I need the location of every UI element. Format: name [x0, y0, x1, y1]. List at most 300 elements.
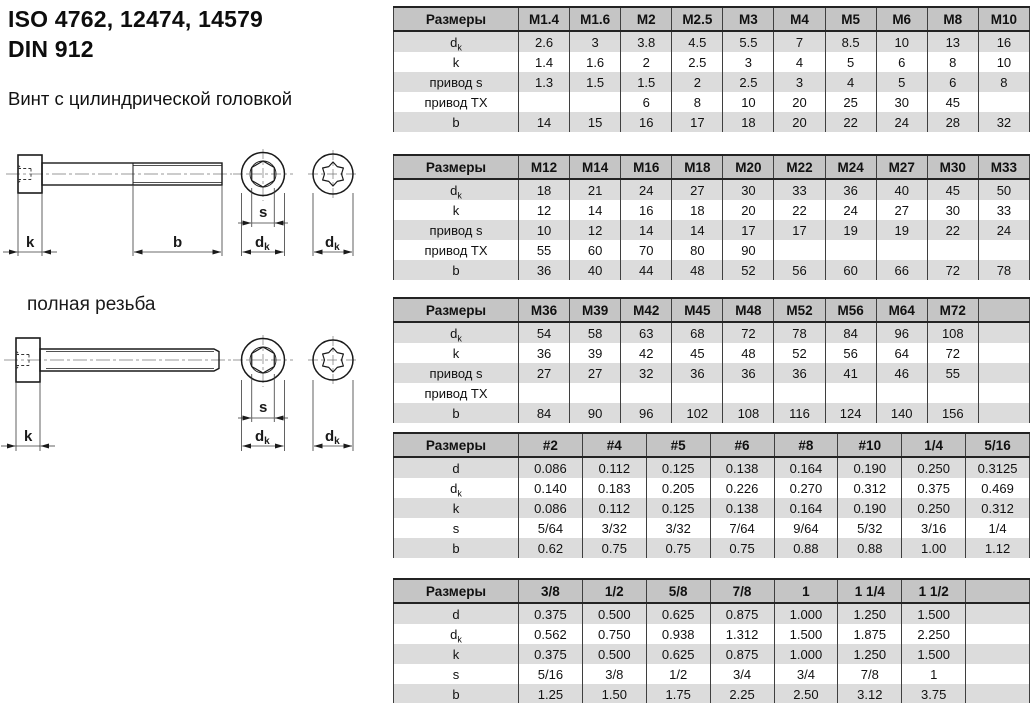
value-cell: 45	[927, 179, 978, 200]
value-cell: 0.125	[646, 498, 710, 518]
page-title	[8, 4, 263, 64]
value-cell: 84	[825, 322, 876, 343]
value-cell: 14	[519, 112, 570, 132]
row-label: k	[452, 202, 460, 218]
value-cell: 0.312	[838, 478, 902, 498]
table-row	[394, 457, 1030, 478]
spec-table-inch-large	[393, 578, 1030, 703]
column-header: M30	[927, 155, 978, 179]
value-cell: 8	[672, 92, 723, 112]
value-cell	[927, 383, 978, 403]
value-cell: 0.112	[582, 457, 646, 478]
dk-label: $d_k$	[325, 234, 340, 253]
column-header: M18	[672, 155, 723, 179]
column-header: #6	[710, 433, 774, 457]
value-cell: 33	[774, 179, 825, 200]
value-cell: 40	[876, 179, 927, 200]
value-cell: 84	[519, 403, 570, 423]
row-label: k	[452, 500, 460, 516]
table-row	[394, 260, 1030, 280]
value-cell: 6	[876, 52, 927, 72]
row-label: $d_k$	[450, 480, 462, 499]
dk-label: $d_k$	[255, 428, 270, 447]
column-header: M10	[978, 7, 1029, 31]
value-cell: 36	[519, 260, 570, 280]
column-header: 7/8	[710, 579, 774, 603]
value-cell: 2.250	[902, 624, 966, 644]
spec-table-inch-small	[393, 432, 1030, 558]
full-thread-note: полная резьба	[27, 294, 156, 315]
value-cell: 0.190	[838, 498, 902, 518]
column-header: M6	[876, 7, 927, 31]
value-cell: 17	[672, 112, 723, 132]
value-cell: 0.205	[646, 478, 710, 498]
value-cell: 4	[825, 72, 876, 92]
value-cell: 80	[672, 240, 723, 260]
value-cell	[978, 383, 1029, 403]
value-cell: 0.112	[582, 498, 646, 518]
value-cell: 0.086	[519, 498, 583, 518]
value-cell: 70	[621, 240, 672, 260]
value-cell: 90	[723, 240, 774, 260]
value-cell: 14	[672, 220, 723, 240]
value-cell: 9/64	[774, 518, 838, 538]
value-cell: 3/16	[902, 518, 966, 538]
value-cell: 1.875	[838, 624, 902, 644]
row-label: d	[452, 460, 460, 476]
table-row	[394, 644, 1030, 664]
value-cell: 5/64	[519, 518, 583, 538]
value-cell: 52	[774, 343, 825, 363]
column-header: M2.5	[672, 7, 723, 31]
value-cell: 0.75	[646, 538, 710, 558]
value-cell: 72	[927, 260, 978, 280]
value-cell: 1.5	[570, 72, 621, 92]
table-row	[394, 52, 1030, 72]
row-label: привод TX	[424, 385, 488, 401]
value-cell: 0.312	[966, 498, 1030, 518]
value-cell: 1.000	[774, 603, 838, 624]
value-cell: 63	[621, 322, 672, 343]
value-cell: 140	[876, 403, 927, 423]
dk-label: $d_k$	[255, 234, 270, 253]
screw-drawing-partial-thread	[0, 145, 380, 267]
value-cell: 16	[621, 200, 672, 220]
column-header: 1 1/4	[838, 579, 902, 603]
value-cell: 8.5	[825, 31, 876, 52]
hex-socket-end-view	[233, 335, 293, 387]
value-cell: 3/8	[582, 664, 646, 684]
value-cell	[570, 383, 621, 403]
value-cell: 0.250	[902, 457, 966, 478]
value-cell: 1.500	[902, 603, 966, 624]
table-row	[394, 322, 1030, 343]
column-header: M24	[825, 155, 876, 179]
value-cell: 55	[519, 240, 570, 260]
value-cell: 1.6	[570, 52, 621, 72]
value-cell: 50	[978, 179, 1029, 200]
value-cell: 66	[876, 260, 927, 280]
value-cell: 124	[825, 403, 876, 423]
row-label: $d_k$	[450, 182, 462, 201]
value-cell	[966, 664, 1030, 684]
table-row	[394, 92, 1030, 112]
row-label: b	[452, 540, 460, 556]
value-cell: 42	[621, 343, 672, 363]
value-cell: 32	[978, 112, 1029, 132]
value-cell: 30	[927, 200, 978, 220]
value-cell: 1.5	[621, 72, 672, 92]
table-row	[394, 240, 1030, 260]
row-label: $d_k$	[450, 325, 462, 344]
screw-drawing-full-thread	[0, 330, 380, 462]
table-row	[394, 200, 1030, 220]
row-label: b	[452, 262, 460, 278]
value-cell: 28	[927, 112, 978, 132]
value-cell: 24	[876, 112, 927, 132]
value-cell: 1.50	[582, 684, 646, 703]
column-header: 1	[774, 579, 838, 603]
column-header: 1 1/2	[902, 579, 966, 603]
value-cell: 0.875	[710, 644, 774, 664]
column-header: 3/8	[519, 579, 583, 603]
value-cell: 1/4	[966, 518, 1030, 538]
value-cell: 2.50	[774, 684, 838, 703]
value-cell: 6	[621, 92, 672, 112]
value-cell	[825, 383, 876, 403]
table-row	[394, 664, 1030, 684]
value-cell: 45	[927, 92, 978, 112]
value-cell: 1.75	[646, 684, 710, 703]
value-cell: 19	[825, 220, 876, 240]
value-cell: 0.250	[902, 498, 966, 518]
value-cell: 24	[978, 220, 1029, 240]
value-cell: 20	[723, 200, 774, 220]
value-cell: 1.500	[774, 624, 838, 644]
row-label: привод s	[429, 365, 483, 381]
standard-numbers: ISO 4762, 12474, 14579	[8, 6, 264, 32]
value-cell: 5	[825, 52, 876, 72]
value-cell: 5/32	[838, 518, 902, 538]
value-cell: 108	[723, 403, 774, 423]
value-cell: 3/4	[710, 664, 774, 684]
value-cell: 17	[723, 220, 774, 240]
value-cell: 18	[519, 179, 570, 200]
value-cell: 22	[825, 112, 876, 132]
row-label: b	[452, 686, 460, 702]
value-cell: 5.5	[723, 31, 774, 52]
value-cell: 22	[774, 200, 825, 220]
torx-end-view	[308, 150, 358, 198]
value-cell: 1.12	[966, 538, 1030, 558]
table-row	[394, 179, 1030, 200]
value-cell: 20	[774, 112, 825, 132]
value-cell: 156	[927, 403, 978, 423]
value-cell: 15	[570, 112, 621, 132]
value-cell: 4.5	[672, 31, 723, 52]
column-header: M39	[570, 298, 621, 322]
table-row	[394, 403, 1030, 423]
value-cell: 0.375	[902, 478, 966, 498]
column-header: #5	[646, 433, 710, 457]
column-header: 5/16	[966, 433, 1030, 457]
value-cell: 0.88	[774, 538, 838, 558]
value-cell: 7/64	[710, 518, 774, 538]
value-cell: 108	[927, 322, 978, 343]
s-label: s	[259, 204, 268, 221]
dk-label: $d_k$	[325, 428, 340, 447]
value-cell: 1.00	[902, 538, 966, 558]
value-cell	[927, 240, 978, 260]
value-cell: 0.75	[710, 538, 774, 558]
value-cell	[774, 240, 825, 260]
value-cell: 55	[927, 363, 978, 383]
value-cell: 33	[978, 200, 1029, 220]
column-header: 1/4	[902, 433, 966, 457]
value-cell: 2.5	[723, 72, 774, 92]
row-label: привод TX	[424, 94, 488, 110]
sizes-header: Размеры	[394, 7, 519, 31]
value-cell: 21	[570, 179, 621, 200]
value-cell: 3	[570, 31, 621, 52]
value-cell: 45	[672, 343, 723, 363]
row-label: привод s	[429, 74, 483, 90]
value-cell: 56	[825, 343, 876, 363]
value-cell: 1.250	[838, 644, 902, 664]
value-cell: 60	[825, 260, 876, 280]
value-cell: 0.938	[646, 624, 710, 644]
k-label: k	[26, 234, 35, 251]
column-header: M16	[621, 155, 672, 179]
value-cell: 54	[519, 322, 570, 343]
value-cell: 13	[927, 31, 978, 52]
value-cell: 0.75	[582, 538, 646, 558]
value-cell: 14	[570, 200, 621, 220]
row-label: b	[452, 405, 460, 421]
value-cell: 27	[570, 363, 621, 383]
table-row	[394, 478, 1030, 498]
value-cell: 2.6	[519, 31, 570, 52]
value-cell: 39	[570, 343, 621, 363]
value-cell: 2.5	[672, 52, 723, 72]
value-cell: 2	[621, 52, 672, 72]
value-cell: 0.138	[710, 498, 774, 518]
value-cell: 48	[723, 343, 774, 363]
value-cell: 24	[621, 179, 672, 200]
value-cell: 17	[774, 220, 825, 240]
value-cell: 4	[774, 52, 825, 72]
value-cell: 96	[621, 403, 672, 423]
value-cell: 0.375	[519, 644, 583, 664]
table-row	[394, 363, 1030, 383]
din-number: DIN 912	[8, 36, 94, 62]
table-row	[394, 624, 1030, 644]
value-cell: 3.12	[838, 684, 902, 703]
value-cell: 27	[672, 179, 723, 200]
value-cell	[978, 240, 1029, 260]
value-cell: 0.138	[710, 457, 774, 478]
value-cell	[966, 603, 1030, 624]
value-cell: 0.469	[966, 478, 1030, 498]
value-cell: 27	[876, 200, 927, 220]
column-header: M48	[723, 298, 774, 322]
value-cell: 0.125	[646, 457, 710, 478]
value-cell	[978, 343, 1029, 363]
column-header: M3	[723, 7, 774, 31]
column-header: M4	[774, 7, 825, 31]
column-header: M33	[978, 155, 1029, 179]
column-header: M12	[519, 155, 570, 179]
value-cell: 1.25	[519, 684, 583, 703]
value-cell	[876, 383, 927, 403]
table-row	[394, 498, 1030, 518]
value-cell: 0.164	[774, 457, 838, 478]
value-cell: 0.625	[646, 644, 710, 664]
row-label: $d_k$	[450, 34, 462, 53]
value-cell: 3/32	[582, 518, 646, 538]
value-cell: 20	[774, 92, 825, 112]
value-cell: 5	[876, 72, 927, 92]
column-header	[966, 579, 1030, 603]
value-cell	[519, 92, 570, 112]
column-header: M52	[774, 298, 825, 322]
column-header: M5	[825, 7, 876, 31]
value-cell: 0.164	[774, 498, 838, 518]
value-cell: 22	[927, 220, 978, 240]
table-row	[394, 518, 1030, 538]
value-cell	[966, 684, 1030, 703]
value-cell: 16	[621, 112, 672, 132]
table-row	[394, 538, 1030, 558]
value-cell: 19	[876, 220, 927, 240]
sizes-header: Размеры	[394, 579, 519, 603]
spec-table-metric-medium	[393, 154, 1030, 280]
value-cell: 116	[774, 403, 825, 423]
value-cell: 46	[876, 363, 927, 383]
column-header: #4	[582, 433, 646, 457]
value-cell	[825, 240, 876, 260]
table-row	[394, 72, 1030, 92]
value-cell: 0.875	[710, 603, 774, 624]
column-header: M22	[774, 155, 825, 179]
column-header: M8	[927, 7, 978, 31]
value-cell: 1.4	[519, 52, 570, 72]
column-header: M27	[876, 155, 927, 179]
value-cell: 64	[876, 343, 927, 363]
value-cell: 0.625	[646, 603, 710, 624]
table-row	[394, 343, 1030, 363]
value-cell: 52	[723, 260, 774, 280]
sizes-header: Размеры	[394, 298, 519, 322]
value-cell: 36	[825, 179, 876, 200]
value-cell: 2	[672, 72, 723, 92]
value-cell: 3	[774, 72, 825, 92]
value-cell: 0.500	[582, 603, 646, 624]
k-label: k	[24, 428, 33, 445]
value-cell: 0.375	[519, 603, 583, 624]
value-cell: 36	[774, 363, 825, 383]
column-header: #2	[519, 433, 583, 457]
value-cell: 14	[621, 220, 672, 240]
value-cell: 0.190	[838, 457, 902, 478]
value-cell	[978, 363, 1029, 383]
value-cell: 25	[825, 92, 876, 112]
value-cell: 30	[723, 179, 774, 200]
value-cell: 40	[570, 260, 621, 280]
value-cell: 96	[876, 322, 927, 343]
value-cell: 68	[672, 322, 723, 343]
value-cell: 3/4	[774, 664, 838, 684]
value-cell: 3	[723, 52, 774, 72]
value-cell: 10	[978, 52, 1029, 72]
value-cell: 0.62	[519, 538, 583, 558]
spec-table-metric-small	[393, 6, 1030, 132]
row-label: $d_k$	[450, 626, 462, 645]
table-row	[394, 220, 1030, 240]
sizes-header: Размеры	[394, 433, 519, 457]
value-cell: 1	[902, 664, 966, 684]
value-cell: 78	[978, 260, 1029, 280]
value-cell: 1.500	[902, 644, 966, 664]
row-label: k	[452, 54, 460, 70]
table-row	[394, 112, 1030, 132]
column-header: M45	[672, 298, 723, 322]
column-header: M14	[570, 155, 621, 179]
hex-socket-end-view	[233, 149, 293, 201]
value-cell: 16	[978, 31, 1029, 52]
table-row	[394, 684, 1030, 703]
value-cell: 0.562	[519, 624, 583, 644]
value-cell: 0.140	[519, 478, 583, 498]
value-cell: 3.75	[902, 684, 966, 703]
value-cell: 30	[876, 92, 927, 112]
value-cell: 1.3	[519, 72, 570, 92]
value-cell: 12	[519, 200, 570, 220]
value-cell: 8	[978, 72, 1029, 92]
value-cell: 36	[672, 363, 723, 383]
column-header: M1.4	[519, 7, 570, 31]
tables-panel	[393, 0, 1034, 703]
column-header: M64	[876, 298, 927, 322]
column-header: M72	[927, 298, 978, 322]
value-cell: 7	[774, 31, 825, 52]
column-header: #10	[838, 433, 902, 457]
spec-table-metric-large	[393, 297, 1030, 423]
sizes-header: Размеры	[394, 155, 519, 179]
table-row	[394, 383, 1030, 403]
value-cell: 1.250	[838, 603, 902, 624]
value-cell	[966, 644, 1030, 664]
column-header: M2	[621, 7, 672, 31]
value-cell: 0.086	[519, 457, 583, 478]
value-cell: 18	[672, 200, 723, 220]
value-cell: 36	[723, 363, 774, 383]
value-cell: 12	[570, 220, 621, 240]
value-cell	[672, 383, 723, 403]
row-label: s	[452, 520, 460, 536]
value-cell	[570, 92, 621, 112]
value-cell: 2.25	[710, 684, 774, 703]
value-cell: 1.312	[710, 624, 774, 644]
value-cell: 60	[570, 240, 621, 260]
value-cell: 0.3125	[966, 457, 1030, 478]
value-cell: 5/16	[519, 664, 583, 684]
value-cell: 7/8	[838, 664, 902, 684]
value-cell	[978, 92, 1029, 112]
value-cell: 27	[519, 363, 570, 383]
value-cell: 0.500	[582, 644, 646, 664]
value-cell: 36	[519, 343, 570, 363]
